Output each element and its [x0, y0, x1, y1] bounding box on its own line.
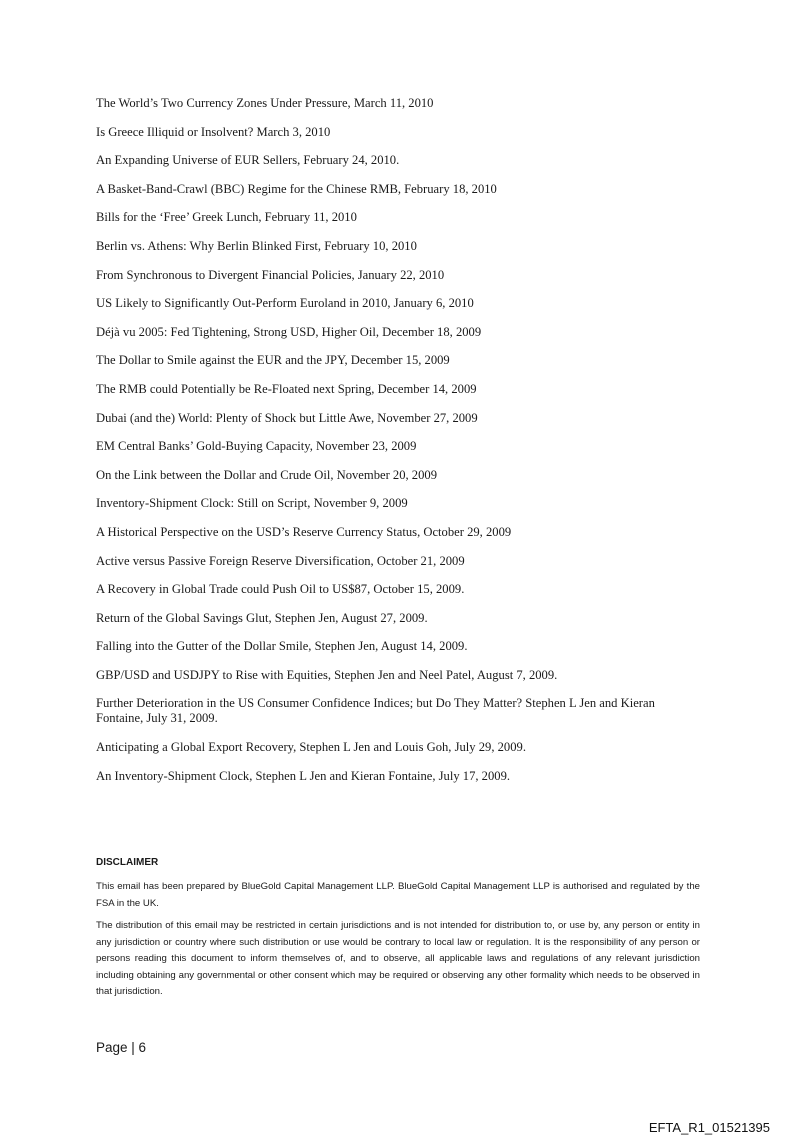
- article-item: The World’s Two Currency Zones Under Pressure, March 11, 2010: [96, 96, 434, 110]
- disclaimer-paragraph: The distribution of this email may be restricted in certain jurisdictions and is not intended for distribution to, or use by, any person or entity in any jurisdiction or country where such distribution or use would be contrary to local law or regulation. It is the responsibility of any person or persons reading this document to inform themselves of, and to observe, all applicable laws and regulations of any relevant jurisdiction including obtaining any governmental or other consent which may be required or observing any other formality which needs to be observed in that jurisdiction.: [96, 920, 700, 997]
- article-item: An Inventory-Shipment Clock, Stephen L Jen and Kieran Fontaine, July 17, 2009.: [96, 768, 511, 783]
- disclaimer-paragraph: This email has been prepared by BlueGold Capital Management LLP. BlueGold Capital Management LLP is authorised and regulated by the FSA in the UK.: [96, 881, 700, 909]
- article-item: Berlin vs. Athens: Why Berlin Blinked First, February 10, 2010: [96, 238, 417, 253]
- article-item: Return of the Global Savings Glut, Stephen Jen, August 27, 2009.: [96, 610, 428, 625]
- article-item: US Likely to Significantly Out-Perform Euroland in 2010, January 6, 2010: [96, 296, 474, 311]
- document-id: EFTA_R1_01521395: [648, 1120, 770, 1135]
- article-item: A Recovery in Global Trade could Push Oil to US$87, October 15, 2009.: [96, 582, 465, 597]
- page-number: Page | 6: [96, 1040, 147, 1055]
- article-item: Falling into the Gutter of the Dollar Smile, Stephen Jen, August 14, 2009.: [96, 639, 468, 654]
- article-item: Dubai (and the) World: Plenty of Shock but Little Awe, November 27, 2009: [96, 410, 478, 425]
- article-item: A Basket-Band-Crawl (BBC) Regime for the Chinese RMB, February 18, 2010: [96, 181, 497, 196]
- article-list: [96, 96, 696, 797]
- article-item: From Synchronous to Divergent Financial Policies, January 22, 2010: [96, 267, 445, 282]
- article-item: On the Link between the Dollar and Crude Oil, November 20, 2009: [96, 467, 437, 482]
- article-item: GBP/USD and USDJPY to Rise with Equities, Stephen Jen and Neel Patel, August 7, 2009.: [96, 667, 558, 682]
- article-item: A Historical Perspective on the USD’s Reserve Currency Status, October 29, 2009: [96, 524, 512, 539]
- article-item: The Dollar to Smile against the EUR and the JPY, December 15, 2009: [96, 353, 450, 368]
- article-item: Further Deterioration in the US Consumer Confidence Indices; but Do They Matter? Stephen L Jen and Kieran Fontaine, July 31, 2009.: [96, 696, 655, 726]
- disclaimer-heading: DISCLAIMER: [96, 857, 159, 868]
- disclaimer-section: [96, 856, 700, 1007]
- article-item: Déjà vu 2005: Fed Tightening, Strong USD, Higher Oil, December 18, 2009: [96, 324, 482, 339]
- article-item: Inventory-Shipment Clock: Still on Script, November 9, 2009: [96, 496, 408, 511]
- article-item: EM Central Banks’ Gold-Buying Capacity, November 23, 2009: [96, 439, 417, 454]
- article-item: Is Greece Illiquid or Insolvent? March 3, 2010: [96, 124, 331, 139]
- article-item: Anticipating a Global Export Recovery, Stephen L Jen and Louis Goh, July 29, 2009.: [96, 740, 526, 755]
- article-item: Active versus Passive Foreign Reserve Diversification, October 21, 2009: [96, 553, 465, 568]
- article-item: Bills for the ‘Free’ Greek Lunch, February 11, 2010: [96, 210, 357, 225]
- article-item: An Expanding Universe of EUR Sellers, February 24, 2010.: [96, 153, 400, 168]
- article-item: The RMB could Potentially be Re-Floated next Spring, December 14, 2009: [96, 381, 477, 396]
